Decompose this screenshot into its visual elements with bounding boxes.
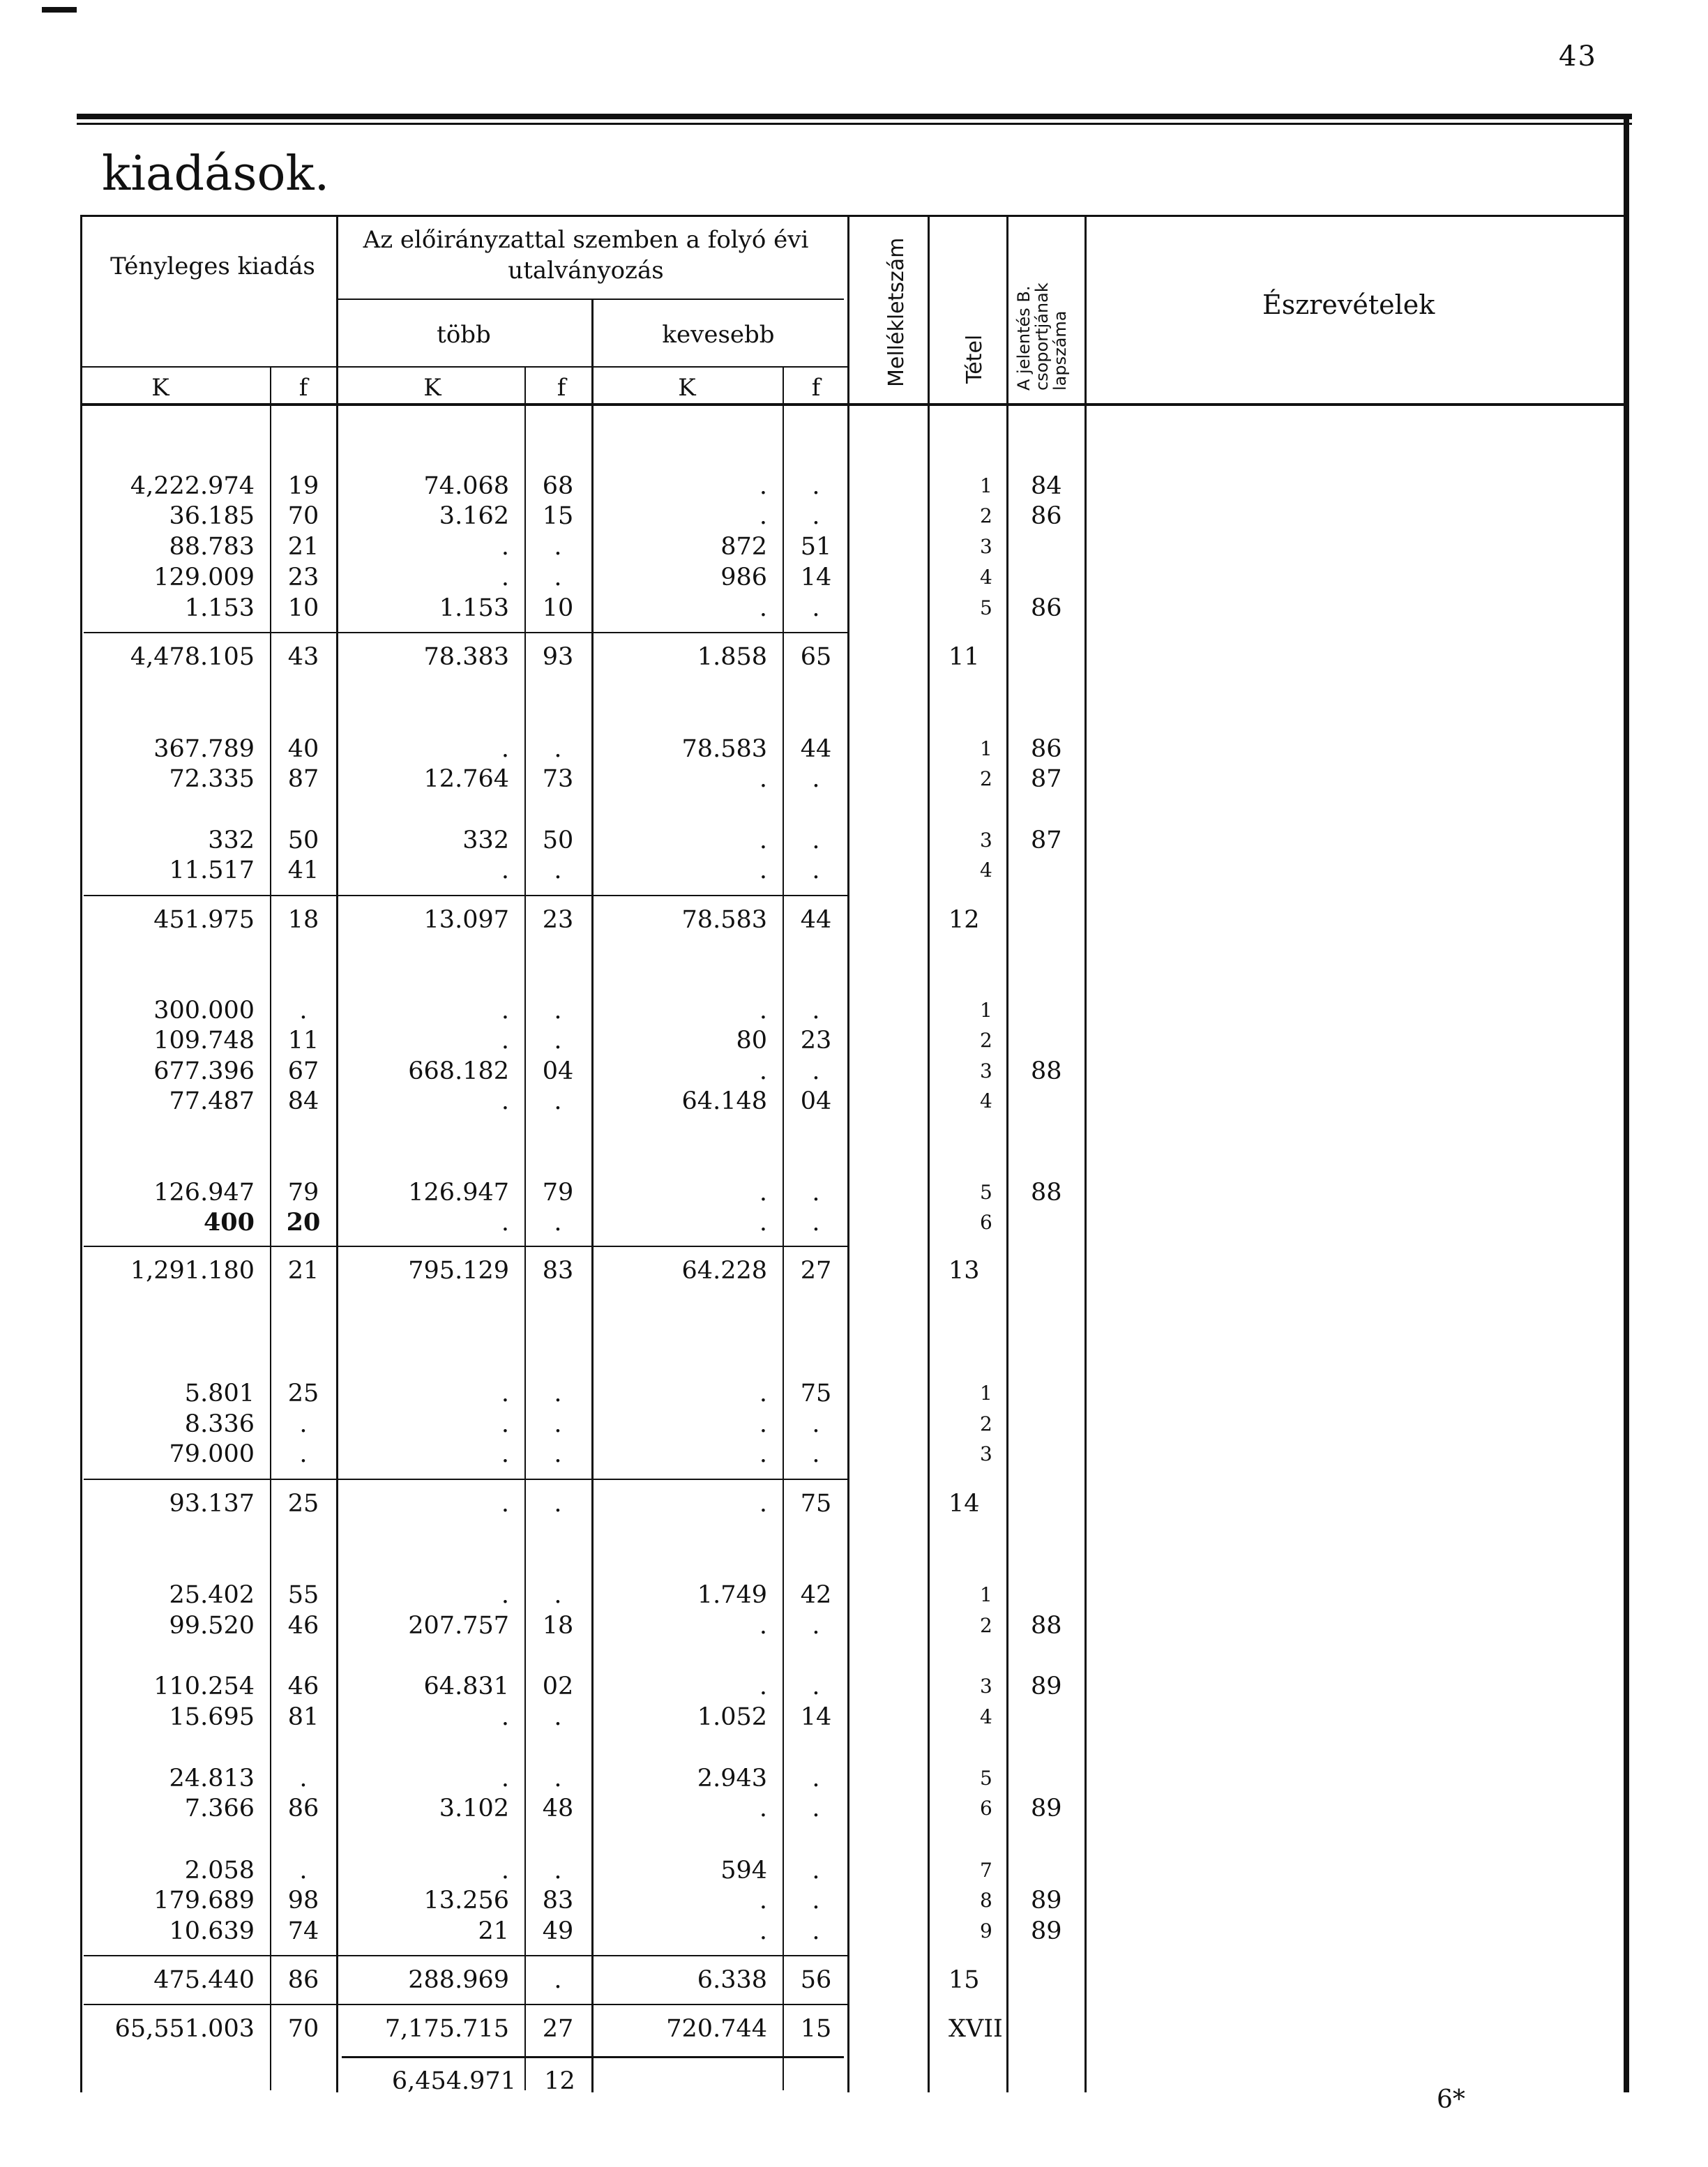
cell-tetel: 5 [980, 596, 992, 619]
cell-tetel: 2 [980, 504, 992, 527]
cell-lf: . [812, 472, 820, 500]
cell-ak: 36.185 [169, 502, 255, 530]
cell-lk: . [759, 502, 767, 530]
cell-ak: 332 [208, 826, 255, 854]
cell-tetel: 1 [980, 737, 992, 760]
cell-lk: . [759, 997, 767, 1025]
cell-mk: . [501, 564, 509, 591]
cell-af: 43 [287, 643, 319, 671]
cell-lf: . [812, 502, 820, 530]
cell-af: 46 [287, 1612, 319, 1640]
cell-mf: . [554, 1410, 562, 1438]
col-rule-item [928, 216, 930, 2092]
cell-mk: . [501, 997, 509, 1025]
cell-mk: 668.182 [408, 1057, 509, 1085]
cell-tetel: 6 [980, 1211, 992, 1234]
cell-lf: 44 [800, 735, 832, 763]
cell-tetel: 12 [949, 906, 980, 934]
cell-mf: . [554, 1581, 562, 1609]
cell-lk: . [759, 1795, 767, 1822]
cell-lk: . [759, 1380, 767, 1407]
subtotal-rule [84, 895, 847, 896]
cell-ak: 5.801 [184, 1380, 255, 1407]
cell-af: 25 [287, 1380, 319, 1407]
header-top-rule [80, 215, 1625, 217]
cell-lf: . [812, 1673, 820, 1700]
cell-mf: . [554, 1966, 562, 1994]
cell-ak: 677.396 [153, 1057, 255, 1085]
cell-af: 11 [287, 1027, 319, 1055]
cell-af: 21 [287, 533, 319, 561]
cell-af: 55 [287, 1581, 319, 1609]
cell-lk: . [759, 1410, 767, 1438]
cell-tetel: 4 [980, 1089, 992, 1112]
cell-lf: . [812, 997, 820, 1025]
cell-mk: . [501, 1440, 509, 1468]
cell-mk: 3.102 [439, 1795, 509, 1822]
subtotal-rule [84, 1955, 847, 1956]
cell-lk: 1.052 [697, 1703, 767, 1731]
cell-af: 19 [287, 472, 319, 500]
cell-lk: . [759, 826, 767, 854]
cell-lk: . [759, 594, 767, 622]
cell-lf: 42 [800, 1581, 832, 1609]
cell-ak: 65,551.003 [114, 2015, 255, 2043]
cell-ak: 126.947 [153, 1179, 255, 1207]
cell-ak: 10.639 [169, 1917, 255, 1945]
col-rule-less-f [783, 368, 784, 2090]
cell-tetel: 2 [980, 1614, 992, 1637]
cell-lf: . [812, 826, 820, 854]
cell-mf: . [554, 533, 562, 561]
cell-mf: . [554, 997, 562, 1025]
cell-tetel: 5 [980, 1181, 992, 1204]
cell-tetel: 2 [980, 767, 992, 790]
cell-lk: . [759, 1490, 767, 1518]
cell-lap: 87 [1031, 765, 1062, 793]
cell-ak: 93.137 [169, 1490, 255, 1518]
page-title: kiadások. [102, 146, 330, 202]
cell-lk: 986 [720, 564, 767, 591]
cell-ak: 300.000 [153, 997, 255, 1025]
cell-lf: . [812, 594, 820, 622]
header-attachment: Mellékletszám [884, 237, 909, 387]
cell-mf: 68 [542, 472, 574, 500]
cell-mk: 332 [462, 826, 509, 854]
cell-af: 74 [287, 1917, 319, 1945]
cell-ak: 11.517 [169, 856, 255, 884]
cell-af: . [299, 1857, 308, 1885]
cell-mf: . [554, 856, 562, 884]
top-rule [77, 114, 1632, 119]
cell-tetel: 3 [980, 1059, 992, 1082]
cell-lk: 64.148 [681, 1087, 767, 1115]
cell-mk: . [501, 1857, 509, 1885]
col-rule-less [591, 300, 594, 2092]
cell-lk: 1.858 [697, 643, 767, 671]
cell-tetel: 1 [980, 1382, 992, 1405]
cell-af: 98 [287, 1887, 319, 1915]
cell-ak: 367.789 [153, 735, 255, 763]
cell-lf: . [812, 856, 820, 884]
cell-lk: 720.744 [666, 2015, 767, 2043]
cell-mf: . [554, 1857, 562, 1885]
cell-ak: 400 [203, 1208, 255, 1237]
cell-mf: 48 [542, 1795, 574, 1822]
cell-lap: 86 [1031, 735, 1062, 763]
cell-lk: . [759, 765, 767, 793]
col-rule-more [336, 216, 338, 2092]
cell-tetel: 3 [980, 535, 992, 558]
cell-mf: . [554, 1027, 562, 1055]
cell-lk: 872 [720, 533, 767, 561]
col-rule-attachment [847, 216, 849, 2092]
cell-lf: . [812, 1795, 820, 1822]
cell-af: 67 [287, 1057, 319, 1085]
cell-af: 50 [287, 826, 319, 854]
cell-mk: 21 [478, 1917, 509, 1945]
header-less: kevesebb [662, 321, 775, 349]
cell-lap: 88 [1031, 1179, 1062, 1207]
cell-mk: . [501, 856, 509, 884]
cell-lf: 65 [800, 643, 832, 671]
cell-ak: 4,222.974 [130, 472, 255, 500]
cell-mf: . [554, 1209, 562, 1237]
cell-mf: 02 [542, 1673, 574, 1700]
cell-lk: 64.228 [681, 1257, 767, 1285]
net-f: 12 [544, 2067, 575, 2095]
cell-lk: . [759, 1440, 767, 1468]
cell-tetel: 5 [980, 1767, 992, 1790]
cell-mf: 83 [542, 1887, 574, 1915]
cell-mk: . [501, 1581, 509, 1609]
cell-lf: 04 [800, 1087, 832, 1115]
cell-lk: . [759, 1673, 767, 1700]
cell-mk: 3.162 [439, 502, 509, 530]
cell-lap: 87 [1031, 826, 1062, 854]
net-k: 6,454.971 [391, 2067, 516, 2095]
cell-mf: 15 [542, 502, 574, 530]
cell-mk: . [501, 1703, 509, 1731]
cell-lk: 78.583 [681, 906, 767, 934]
cell-mk: . [501, 533, 509, 561]
cell-lf: . [812, 1765, 820, 1792]
cell-lk: . [759, 472, 767, 500]
cell-lf: 75 [800, 1490, 832, 1518]
cell-tetel: 2 [980, 1412, 992, 1435]
cell-mk: . [501, 1765, 509, 1792]
cell-lk: 80 [736, 1027, 767, 1055]
cell-mf: 83 [542, 1257, 574, 1285]
cell-lap: 89 [1031, 1887, 1062, 1915]
cell-lk: . [759, 1057, 767, 1085]
cell-tetel: XVII [949, 2015, 1003, 2043]
cell-ak: 77.487 [169, 1087, 255, 1115]
cell-mf: . [554, 1703, 562, 1731]
cell-lf: . [812, 1057, 820, 1085]
cell-mk: . [501, 1380, 509, 1407]
cell-af: 86 [287, 1966, 319, 1994]
cell-mf: 50 [542, 826, 574, 854]
cell-ak: 4,478.105 [130, 643, 255, 671]
cell-mk: . [501, 735, 509, 763]
cell-tetel: 6 [980, 1797, 992, 1820]
cell-af: 79 [287, 1179, 319, 1207]
col-rule-page [1006, 216, 1008, 2092]
cell-af: 86 [287, 1795, 319, 1822]
cell-lf: . [812, 1410, 820, 1438]
cell-af: 81 [287, 1703, 319, 1731]
cell-mf: 79 [542, 1179, 574, 1207]
header-more: több [437, 321, 491, 349]
cell-lf: . [812, 765, 820, 793]
cell-tetel: 11 [949, 643, 980, 671]
cell-lf: . [812, 1917, 820, 1945]
cell-ak: 1.153 [184, 594, 255, 622]
cell-ak: 79.000 [169, 1440, 255, 1468]
scan-artifact [42, 7, 77, 13]
footer-mark: 6* [1437, 2085, 1465, 2114]
header-actual [98, 251, 328, 282]
cell-ak: 451.975 [153, 906, 255, 934]
cell-lap: 89 [1031, 1673, 1062, 1700]
subtotal-rule [84, 2004, 847, 2005]
cell-lk: 78.583 [681, 735, 767, 763]
cell-mf: 18 [542, 1612, 574, 1640]
cell-af: 41 [287, 856, 319, 884]
cell-tetel: 3 [980, 1675, 992, 1698]
cell-lk: 594 [720, 1857, 767, 1885]
cell-mk: . [501, 1410, 509, 1438]
cell-mf: . [554, 1380, 562, 1407]
cell-mk: 1.153 [439, 594, 509, 622]
header-actual-label: Tényleges kiadás [110, 252, 315, 280]
cell-af: . [299, 997, 308, 1025]
net-brace [342, 2056, 844, 2058]
cell-ak: 110.254 [153, 1673, 255, 1700]
cell-mk: 795.129 [408, 1257, 509, 1285]
cell-mk: . [501, 1209, 509, 1237]
cell-af: 70 [287, 502, 319, 530]
right-border [1624, 119, 1629, 2092]
cell-tetel: 1 [980, 474, 992, 497]
cell-lf: 27 [800, 1257, 832, 1285]
cell-tetel: 15 [949, 1966, 980, 1994]
cell-tetel: 4 [980, 1705, 992, 1728]
cell-lf: . [812, 1440, 820, 1468]
cell-mf: 93 [542, 643, 574, 671]
cell-lk: 6.338 [697, 1966, 767, 1994]
cell-mf: . [554, 564, 562, 591]
cell-mk: 13.097 [423, 906, 509, 934]
cell-lf: 14 [800, 564, 832, 591]
cell-mf: . [554, 1490, 562, 1518]
cell-tetel: 1 [980, 1583, 992, 1606]
cell-af: 10 [287, 594, 319, 622]
cell-lf: 44 [800, 906, 832, 934]
cell-af: 40 [287, 735, 319, 763]
cell-lk: . [759, 856, 767, 884]
cell-tetel: 14 [949, 1490, 980, 1518]
unit-more-k: K [423, 374, 441, 402]
cell-mf: . [554, 1440, 562, 1468]
cell-lk: . [759, 1917, 767, 1945]
cell-lap: 88 [1031, 1057, 1062, 1085]
cell-lf: 15 [800, 2015, 832, 2043]
col-rule-actual-f [270, 368, 271, 2090]
cell-af: . [299, 1410, 308, 1438]
cell-mk: 126.947 [408, 1179, 509, 1207]
cell-lap: 86 [1031, 502, 1062, 530]
cell-mk: . [501, 1087, 509, 1115]
cell-lk: . [759, 1179, 767, 1207]
cell-lf: . [812, 1887, 820, 1915]
header-item: Tétel [962, 334, 987, 384]
cell-lf: 75 [800, 1380, 832, 1407]
cell-lf: . [812, 1209, 820, 1237]
cell-af: 87 [287, 765, 319, 793]
cell-lf: 23 [800, 1027, 832, 1055]
cell-mk: . [501, 1027, 509, 1055]
cell-tetel: 13 [949, 1257, 980, 1285]
cell-lk: 2.943 [697, 1765, 767, 1792]
header-unit-rule [80, 366, 847, 368]
cell-lap: 84 [1031, 472, 1062, 500]
cell-ak: 179.689 [153, 1887, 255, 1915]
cell-mk: 7,175.715 [384, 2015, 509, 2043]
cell-lk: . [759, 1209, 767, 1237]
cell-mk: 13.256 [423, 1887, 509, 1915]
unit-less-k: K [678, 374, 696, 402]
cell-ak: 7.366 [184, 1795, 255, 1822]
cell-ak: 109.748 [153, 1027, 255, 1055]
unit-actual-f: f [298, 374, 308, 402]
cell-tetel: 2 [980, 1029, 992, 1052]
header-comparison-label: Az előirányzattal szemben a folyó évi utalványozás [363, 226, 809, 285]
cell-af: . [299, 1765, 308, 1792]
cell-mk: 288.969 [408, 1966, 509, 1994]
cell-mk: 78.383 [423, 643, 509, 671]
cell-ak: 24.813 [169, 1765, 255, 1792]
page-number: 43 [1559, 40, 1597, 73]
cell-mf: . [554, 735, 562, 763]
cell-mf: 27 [542, 2015, 574, 2043]
cell-mk: 64.831 [423, 1673, 509, 1700]
cell-mf: 23 [542, 906, 574, 934]
cell-af: 21 [287, 1257, 319, 1285]
cell-tetel: 7 [980, 1859, 992, 1882]
cell-lf: . [812, 1857, 820, 1885]
col-rule-left [80, 216, 82, 2092]
header-comparison [356, 225, 816, 286]
unit-more-f: f [557, 374, 566, 402]
cell-af: 20 [286, 1208, 321, 1237]
cell-mf: 49 [542, 1917, 574, 1945]
col-rule-remarks [1084, 216, 1087, 2092]
cell-af: 18 [287, 906, 319, 934]
cell-lf: 14 [800, 1703, 832, 1731]
cell-af: 46 [287, 1673, 319, 1700]
cell-mf: . [554, 1087, 562, 1115]
header-report-page [1015, 223, 1069, 391]
cell-lap: 89 [1031, 1795, 1062, 1822]
cell-lf: . [812, 1612, 820, 1640]
subtotal-rule [84, 1479, 847, 1480]
cell-lf: . [812, 1179, 820, 1207]
cell-lk: . [759, 1612, 767, 1640]
cell-mf: . [554, 1765, 562, 1792]
cell-tetel: 9 [980, 1919, 992, 1942]
cell-mf: 73 [542, 765, 574, 793]
header-bottom-rule [80, 403, 1625, 406]
cell-ak: 88.783 [169, 533, 255, 561]
cell-mk: 74.068 [423, 472, 509, 500]
cell-tetel: 4 [980, 566, 992, 589]
cell-lf: 56 [800, 1966, 832, 1994]
cell-lap: 86 [1031, 594, 1062, 622]
cell-tetel: 3 [980, 1442, 992, 1465]
cell-ak: 99.520 [169, 1612, 255, 1640]
subtotal-rule [84, 632, 847, 633]
cell-ak: 8.336 [184, 1410, 255, 1438]
header-report-page-label: A jelentés B. csoportjának lapszáma [1014, 282, 1070, 391]
cell-ak: 475.440 [153, 1966, 255, 1994]
cell-ak: 2.058 [184, 1857, 255, 1885]
header-remarks: Észrevételek [1262, 289, 1435, 320]
cell-tetel: 1 [980, 999, 992, 1022]
cell-ak: 129.009 [153, 564, 255, 591]
cell-mk: 207.757 [408, 1612, 509, 1640]
cell-af: 70 [287, 2015, 319, 2043]
unit-less-f: f [811, 374, 821, 402]
cell-af: . [299, 1440, 308, 1468]
col-rule-more-f [524, 368, 526, 2090]
cell-lk: 1.749 [697, 1581, 767, 1609]
cell-af: 23 [287, 564, 319, 591]
cell-lap: 89 [1031, 1917, 1062, 1945]
cell-mk: 12.764 [423, 765, 509, 793]
unit-actual-k: K [151, 374, 169, 402]
cell-mf: 10 [542, 594, 574, 622]
cell-af: 25 [287, 1490, 319, 1518]
top-rule-thin [77, 123, 1632, 125]
cell-ak: 72.335 [169, 765, 255, 793]
cell-af: 84 [287, 1087, 319, 1115]
cell-tetel: 3 [980, 829, 992, 852]
cell-lap: 88 [1031, 1612, 1062, 1640]
cell-lf: 51 [800, 533, 832, 561]
cell-lk: . [759, 1887, 767, 1915]
cell-mf: 04 [542, 1057, 574, 1085]
cell-mk: . [501, 1490, 509, 1518]
subtotal-rule [84, 1246, 847, 1247]
cell-ak: 15.695 [169, 1703, 255, 1731]
cell-tetel: 4 [980, 859, 992, 882]
cell-tetel: 8 [980, 1889, 992, 1912]
cell-ak: 1,291.180 [130, 1257, 255, 1285]
cell-ak: 25.402 [169, 1581, 255, 1609]
